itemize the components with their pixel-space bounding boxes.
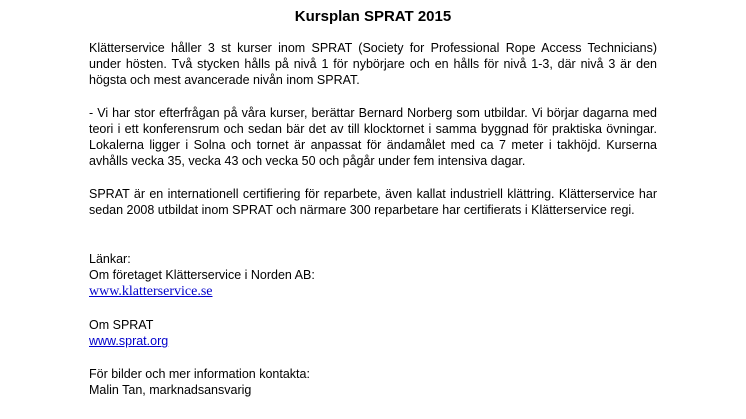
document-body [89, 40, 657, 398]
links-heading: Länkar: [89, 251, 131, 266]
intro-paragraph: Klätterservice håller 3 st kurser inom SPRAT (Society for Professional Rope Access Technicians) under hösten. Två stycken hålls på nivå 1 för nybörjare och en hålls för nivå 1-3, där nivå 3 är den högsta och mest avancerade nivån inom SPRAT. [89, 41, 657, 88]
contact-name: Malin Tan, marknadsansvarig [89, 382, 252, 397]
company-link[interactable]: www.klatterservice.se [89, 284, 213, 299]
section-spacer [89, 218, 657, 250]
company-label: Om företaget Klätterservice i Norden AB: [89, 267, 315, 282]
paragraph-spacer [89, 89, 657, 105]
sprat-label: Om SPRAT [89, 318, 154, 333]
document-title: Kursplan SPRAT 2015 [294, 8, 452, 25]
paragraph-spacer [89, 301, 657, 317]
sprat-link[interactable]: www.sprat.org [89, 334, 169, 349]
sprat-paragraph: SPRAT är en internationell certifiering för reparbete, även kallat industriell klättring. Klätterservice har sedan 2008 utbildat inom SPRAT och närmare 300 reparbetare har certifierats i Klätterservice regi. [89, 186, 657, 217]
paragraph-spacer [89, 170, 657, 186]
paragraph-spacer [89, 350, 657, 366]
contact-label: För bilder och mer information kontakta: [89, 366, 310, 381]
quote-paragraph: - Vi har stor efterfrågan på våra kurser, berättar Bernard Norberg som utbildar. Vi börjar dagarna med teori i ett konferensrum och sedan bär det av till klocktornet i samma byggnad för praktiska övningar. Lokalerna ligger i Solna och tornet är anpassat för ändamålet med ca 7 meter i takhöjd. Kurserna avhålls vecka 35, vecka 43 och vecka 50 och pågår under fem intensiva dagar. [89, 105, 657, 169]
